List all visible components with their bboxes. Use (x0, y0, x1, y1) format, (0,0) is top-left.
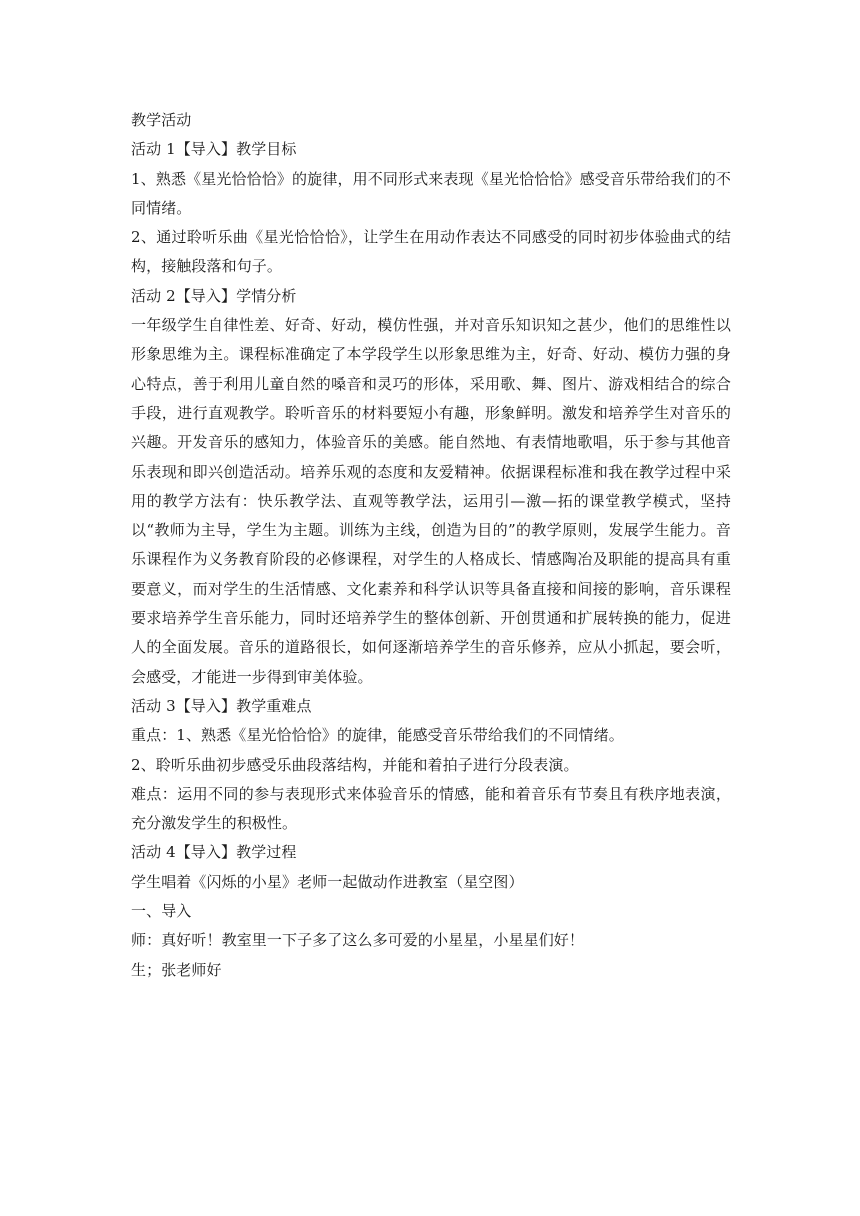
learning-analysis: 一年级学生自律性差、好奇、好动，模仿性强，并对音乐知识知之甚少，他们的思维性以形象思维为主。课程标准确定了本学段学生以形象思维为主，好奇、好动、模仿力强的身心特点，善于利用儿童自然的嗓音和灵巧的形体，采用歌、舞、图片、游戏相结合的综合手段，进行直观教学。聆听音乐的材料要短小有趣，形象鲜明。激发和培养学生对音乐的兴趣。开发音乐的感知力，体验音乐的美感。能自然地、有表情地歌唱，乐于参与其他音乐表现和即兴创造活动。培养乐观的态度和友爱精神。依据课程标准和我在教学过程中采用的教学方法有：快乐教学法、直观等教学法，运用引—激—拓的课堂教学模式，坚持以“教师为主导，学生为主题。训练为主线，创造为目的”的教学原则，发展学生能力。音乐课程作为义务教育阶段的必修课程，对学生的人格成长、情感陶冶及职能的提高具有重要意义，而对学生的生活情感、文化素养和科学认识等具备直接和间接的影响，音乐课程要求培养学生音乐能力，同时还培养学生的整体创新、开创贯通和扩展转换的能力，促进人的全面发展。音乐的道路很长，如何逐渐培养学生的音乐修养，应从小抓起，要会听，会感受，才能进一步得到审美体验。 (131, 316, 731, 686)
key-point-1: 重点：1、熟悉《星光恰恰恰》的旋律，能感受音乐带给我们的不同情绪。 (131, 726, 624, 745)
document-body (131, 106, 731, 985)
process-intro: 学生唱着《闪烁的小星》老师一起做动作进教室（星空图） (131, 872, 524, 891)
activity-1-title: 活动 1【导入】教学目标 (131, 140, 297, 159)
teacher-line: 师：真好听！教室里一下子多了这么多可爱的小星星，小星星们好！ (131, 931, 585, 950)
activity-2-title: 活动 2【导入】学情分析 (131, 286, 297, 305)
activity-3-title: 活动 3【导入】教学重难点 (131, 696, 312, 715)
goal-1: 1、熟悉《星光恰恰恰》的旋律，用不同形式来表现《星光恰恰恰》感受音乐带给我们的不同情绪。 (131, 169, 731, 217)
key-point-2: 2、聆听乐曲初步感受乐曲段落结构，并能和着拍子进行分段表演。 (131, 755, 579, 774)
section-heading: 教学活动 (131, 111, 192, 129)
difficulty: 难点：运用不同的参与表现形式来体验音乐的情感，能和着音乐有节奏且有秩序地表演，充分激发学生的积极性。 (131, 784, 731, 833)
student-line: 生；张老师好 (131, 960, 222, 979)
activity-4-title: 活动 4【导入】教学过程 (131, 843, 297, 862)
section-1-title: 一、导入 (131, 902, 192, 921)
goal-2: 2、通过聆听乐曲《星光恰恰恰》，让学生在用动作表达不同感受的同时初步体验曲式的结构，接触段落和句子。 (131, 228, 731, 276)
